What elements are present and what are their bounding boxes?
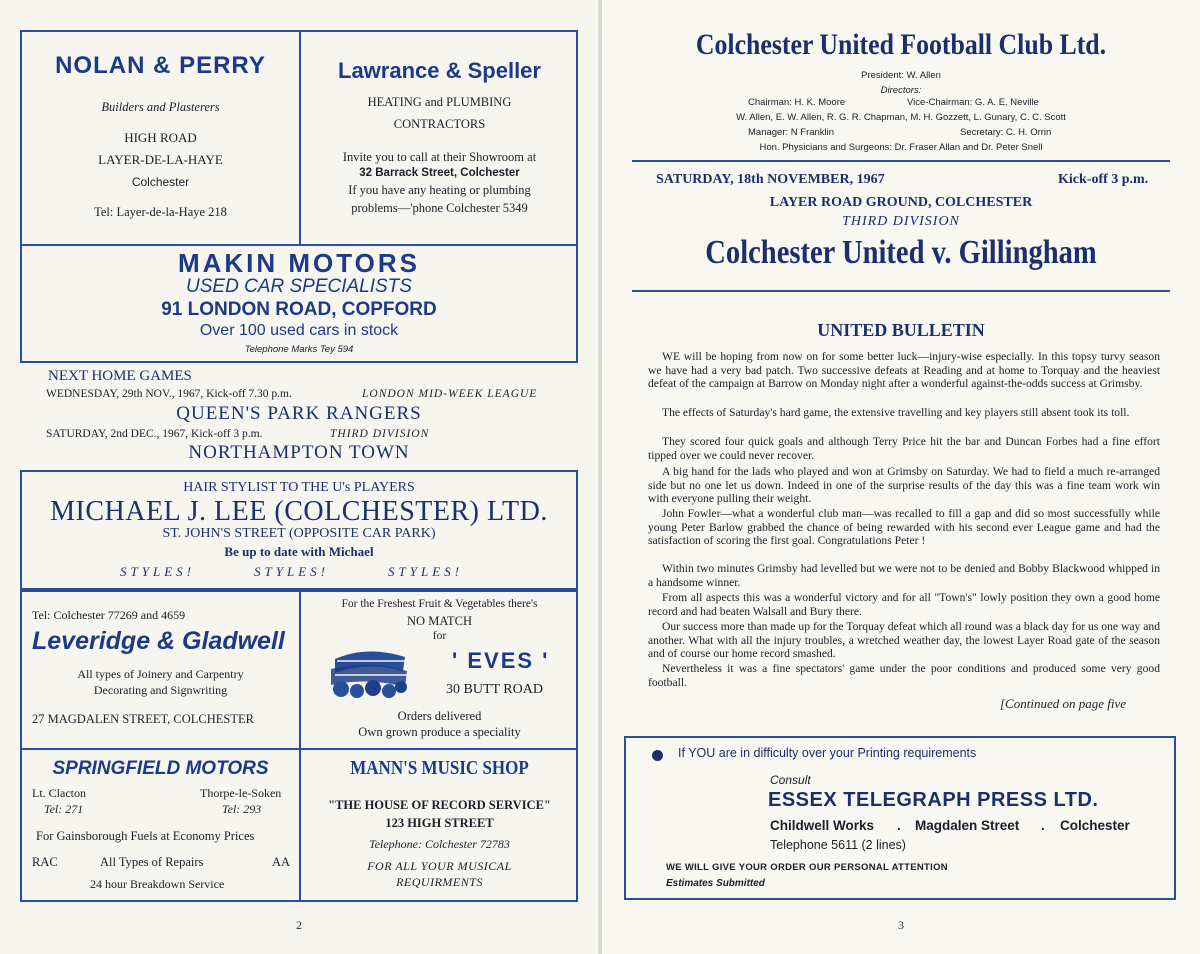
bulletin-paragraph: They scored four quick goals and although Terry Price hit the bar and Duncan Forbes had a fine effort tipped over we could never recover.	[648, 435, 1160, 462]
lawrance-line: HEATING and PLUMBING	[367, 95, 512, 109]
bulletin-paragraph: A big hand for the lads who played and won at Grimsby on Saturday. We had to field a much re-arranged side but no one let us down. Indeed in one of the surprise results of the day this was a fine team work win with everyone pulling their weight.	[648, 465, 1160, 506]
bulletin-paragraph: Within two minutes Grimsby had levelled but we were not to be denied and Bobby Blackwood whipped in a handsome winner.	[648, 562, 1160, 589]
bulletin-paragraph: The effects of Saturday's hard game, the extensive travelling and key players still absent took its toll.	[662, 406, 1130, 419]
bullet-icon	[652, 750, 663, 761]
lee-line: HAIR STYLIST TO THE U's PLAYERS	[183, 480, 415, 495]
essex-attention: WE WILL GIVE YOUR ORDER OUR PERSONAL ATTENTION	[666, 862, 948, 873]
lawrance-line: problems—'phone Colchester 5349	[351, 201, 528, 215]
vice-chairman: Vice-Chairman: G. A. E. Neville	[907, 97, 1039, 108]
lawrance-name: Lawrance & Speller	[338, 58, 541, 83]
bulletin-continued: [Continued on page five	[1000, 696, 1127, 711]
manns-line: FOR ALL YOUR MUSICAL	[367, 859, 512, 873]
springfield-fuels: For Gainsborough Fuels at Economy Prices	[36, 829, 255, 843]
essex-name: ESSEX TELEGRAPH PRESS LTD.	[768, 789, 1099, 811]
nolan-line: LAYER-DE-LA-HAYE	[98, 152, 223, 167]
lee-line: Be up to date with Michael	[224, 544, 374, 559]
essex-consult: Consult	[770, 773, 811, 787]
essex-address: Magdalen Street	[915, 818, 1020, 833]
makin-name: MAKIN MOTORS	[177, 248, 421, 278]
eves-line: Own grown produce a speciality	[358, 725, 521, 739]
manns-line: REQUIRMENTS	[396, 875, 483, 889]
manns-line: 123 HIGH STREET	[385, 816, 494, 830]
makin-line: Over 100 used cars in stock	[199, 322, 399, 339]
game1-team: QUEEN'S PARK RANGERS	[176, 403, 422, 424]
leveridge-line: Decorating and Signwriting	[93, 683, 228, 697]
club-name: Colchester United Football Club Ltd.	[695, 28, 1107, 61]
match-fixture: Colchester United v. Gillingham	[705, 234, 1097, 271]
springfield-location: Thorpe-le-Soken	[200, 786, 282, 800]
manns-tel: Telephone: Colchester 72783	[369, 837, 510, 851]
game2-team: NORTHAMPTON TOWN	[188, 442, 410, 463]
eves-name: ' EVES '	[452, 648, 550, 673]
springfield-location: Lt. Clacton	[32, 786, 86, 800]
bulletin-paragraph: WE will be hoping from now on for some better luck—injury-wise especially. In this topsy turvy season we have had a very bad patch. Two successive defeats at Reading and at home to Torquay and the heaviest defeat of the campaign at Barrow on Monday night after a wonderful against-the-odds success at Grimsby.	[648, 350, 1160, 391]
leveridge-address: 27 MAGDALEN STREET, COLCHESTER	[32, 712, 254, 726]
makin-tel: Telephone Marks Tey 594	[244, 344, 354, 355]
lawrance-line: CONTRACTORS	[393, 117, 486, 131]
nolan-tel: Tel: Layer-de-la-Haye 218	[94, 205, 227, 219]
lee-styles: STYLES!	[254, 564, 329, 579]
match-date: SATURDAY, 18th NOVEMBER, 1967	[656, 172, 885, 187]
lee-name: MICHAEL J. LEE (COLCHESTER) LTD.	[50, 496, 548, 527]
springfield-rac: RAC	[32, 855, 58, 869]
springfield-name: SPRINGFIELD MOTORS	[52, 758, 269, 779]
eves-address: 30 BUTT ROAD	[446, 682, 543, 697]
lee-styles: STYLES!	[120, 564, 195, 579]
leveridge-tel: Tel: Colchester 77269 and 4659	[32, 608, 186, 622]
physicians: Hon. Physicians and Surgeons: Dr. Fraser Allan and Dr. Peter Snell	[759, 142, 1043, 153]
directors-list: W. Allen, E. W. Allen, R. G. R. Chapman, M. H. Gozzett, L. Gunary, C. C. Scott	[736, 112, 1066, 123]
springfield-aa: AA	[272, 855, 291, 869]
essex-estimates: Estimates Submitted	[666, 878, 765, 889]
springfield-repairs: All Types of Repairs	[100, 855, 204, 869]
game2-info: SATURDAY, 2nd DEC., 1967, Kick-off 3 p.m.	[46, 428, 263, 440]
game1-league: LONDON MID-WEEK LEAGUE	[362, 388, 538, 400]
lee-styles: STYLES!	[388, 564, 463, 579]
vegetables-illustration-icon	[327, 641, 411, 701]
eves-line: Orders delivered	[397, 709, 482, 723]
springfield-tel: Tel: 293	[222, 802, 262, 816]
nolan-trade: Builders and Plasterers	[101, 100, 220, 114]
chairman: Chairman: H. K. Moore	[748, 97, 846, 108]
bulletin-heading: UNITED BULLETIN	[817, 320, 985, 340]
bulletin-paragraph: From all aspects this was a wonderful victory and for all "Town's" lowly position they own a good home record and had beaten Walsall and Bury there.	[648, 591, 1160, 618]
eves-line: For the Freshest Fruit & Vegetables there's	[341, 598, 538, 610]
essex-phone: Telephone 5611 (2 lines)	[770, 838, 906, 852]
game1-info: WEDNESDAY, 29th NOV., 1967, Kick-off 7.30 p.m.	[46, 388, 292, 400]
lee-line: ST. JOHN'S STREET (OPPOSITE CAR PARK)	[162, 526, 436, 541]
directors-label: Directors:	[880, 85, 922, 96]
left-page	[0, 0, 598, 954]
lawrance-line: 32 Barrack Street, Colchester	[359, 167, 520, 179]
essex-intro: If YOU are in difficulty over your Printing requirements	[678, 746, 977, 760]
springfield-tel: Tel: 271	[44, 802, 84, 816]
eves-line: for	[432, 630, 447, 642]
match-ground: LAYER ROAD GROUND, COLCHESTER	[769, 195, 1033, 210]
manager: Manager: N Franklin	[748, 127, 835, 138]
bulletin-paragraph: John Fowler—what a wonderful club man—was recalled to fill a gap and did so most successfully while young Peter Barlow grabbed the chance of being rewarded with his second ever League game and had the satisfaction of scoring the first goal. Congratulations Peter !	[648, 507, 1160, 548]
makin-line: 91 LONDON ROAD, COPFORD	[161, 299, 437, 320]
manns-line: "THE HOUSE OF RECORD SERVICE"	[328, 798, 551, 812]
kickoff-time: Kick-off 3 p.m.	[1058, 172, 1149, 187]
bulletin-paragraph: Nevertheless it was a fine spectators' game under the poor conditions and produced some very good football.	[648, 662, 1160, 689]
leveridge-name: Leveridge & Gladwell	[32, 627, 285, 655]
essex-address: Childwell Works	[770, 818, 875, 833]
bulletin-paragraph: Our success more than made up for the Torquay defeat which all round was a black day for us one way and another. What with all the injury troubles, a wretched weather day, the lowest Layer Road gate of the season and of course our home record smashed.	[648, 620, 1160, 661]
essex-address: Colchester	[1060, 818, 1130, 833]
game2-league: THIRD DIVISION	[330, 428, 430, 440]
nolan-line: Colchester	[131, 175, 190, 189]
eves-line: NO MATCH	[407, 614, 472, 628]
springfield-service: 24 hour Breakdown Service	[90, 877, 225, 891]
manns-name: MANN'S MUSIC SHOP	[350, 757, 529, 779]
match-division: THIRD DIVISION	[842, 214, 960, 229]
lawrance-line: If you have any heating or plumbing	[348, 183, 531, 197]
page-number-right: 3	[898, 918, 904, 932]
leveridge-line: All types of Joinery and Carpentry	[77, 667, 244, 681]
next-games-heading: NEXT HOME GAMES	[48, 368, 192, 384]
lawrance-line: Invite you to call at their Showroom at	[342, 150, 537, 164]
nolan-line: HIGH ROAD	[124, 130, 197, 145]
president: President: W. Allen	[861, 70, 941, 81]
makin-line: USED CAR SPECIALISTS	[186, 276, 412, 297]
lee-ad	[20, 470, 578, 590]
nolan-perry-name: NOLAN & PERRY	[55, 52, 266, 79]
secretary: Secretary: C. H. Orrin	[960, 127, 1052, 138]
page-number-left: 2	[296, 918, 302, 932]
